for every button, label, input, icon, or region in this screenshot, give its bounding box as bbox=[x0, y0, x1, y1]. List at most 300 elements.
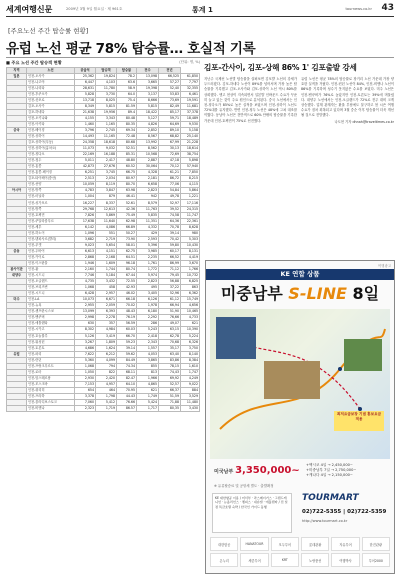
value-cell: 7,622 bbox=[75, 351, 96, 357]
route-cell: 인천-하노이 bbox=[27, 230, 75, 236]
value-cell: 2,418 bbox=[137, 333, 159, 339]
route-cell: 인천-이스탄불 bbox=[27, 260, 75, 266]
ad-photo-town bbox=[264, 361, 320, 399]
table-body bbox=[7, 73, 200, 412]
value-cell: 63,40 bbox=[159, 351, 181, 357]
value-cell: 1,744 bbox=[96, 267, 117, 273]
table-header-cell: 공급석 bbox=[75, 68, 96, 74]
route-cell: 인천-상하이(훙차오) bbox=[27, 146, 75, 152]
value-cell: 3,796 bbox=[75, 127, 96, 133]
value-cell: 70.95 bbox=[117, 387, 137, 393]
value-cell: 60,17 bbox=[159, 248, 181, 254]
ad-photo-landscape bbox=[344, 339, 382, 371]
value-cell: 6,825 bbox=[181, 279, 200, 285]
route-cell: 인천-카이로 bbox=[27, 254, 75, 260]
value-cell: 52.51 bbox=[117, 146, 137, 152]
value-cell: 7,826 bbox=[75, 212, 96, 218]
section-title: 통계 1 bbox=[192, 6, 213, 14]
site-url: tournews.co.kr bbox=[345, 7, 372, 11]
kicker: [주요노선 주간 탑승률 현황] bbox=[8, 27, 89, 35]
value-cell: 3,137 bbox=[137, 91, 159, 97]
value-cell: 66.18 bbox=[117, 297, 137, 303]
value-cell: 6,126 bbox=[137, 297, 159, 303]
value-cell: 37,378 bbox=[181, 109, 200, 115]
route-cell: 인천-두바이 bbox=[27, 248, 75, 254]
route-cell: 인천-베이징 bbox=[27, 127, 75, 133]
value-cell: 2,323 bbox=[75, 406, 96, 412]
value-cell: 2,823 bbox=[137, 279, 159, 285]
value-cell: 4,103 bbox=[96, 79, 117, 85]
value-cell: 64.10 bbox=[117, 381, 137, 387]
value-cell: 11,780 bbox=[96, 85, 117, 91]
value-cell: 621 bbox=[137, 387, 159, 393]
ad-headline-pre: 미중남부 bbox=[220, 284, 289, 303]
table-header-cell: 지역 bbox=[7, 68, 27, 74]
route-cell: 인천-마닐라 bbox=[27, 194, 75, 200]
value-cell: 822 bbox=[96, 369, 117, 375]
route-cell: 인천-시카고 bbox=[27, 327, 75, 333]
table-header-cell: 탑승률 bbox=[117, 68, 137, 74]
value-cell: 59,80 bbox=[159, 242, 181, 248]
value-cell: 75.49 bbox=[117, 212, 137, 218]
value-cell: 74,43 bbox=[159, 369, 181, 375]
value-cell: 1,946 bbox=[75, 260, 96, 266]
value-cell: 813 bbox=[137, 369, 159, 375]
value-cell: 58.9 bbox=[117, 85, 137, 91]
ad-headline-post: 8일 bbox=[346, 284, 380, 303]
value-cell: 63.98 bbox=[117, 188, 137, 194]
value-cell: 1,772 bbox=[137, 267, 159, 273]
ad-phone[interactable]: 02)722-5355 | 02)722-5359 bbox=[302, 509, 387, 515]
value-cell: 458 bbox=[96, 285, 117, 291]
region-cell: 아시아 bbox=[7, 188, 27, 194]
value-cell: 7,746 bbox=[75, 273, 96, 279]
value-cell: 59,71 bbox=[159, 115, 181, 121]
table-row bbox=[7, 85, 200, 91]
value-cell: 9,530 bbox=[181, 121, 200, 127]
value-cell: 80.35 bbox=[117, 121, 137, 127]
value-cell: 47,18 bbox=[159, 158, 181, 164]
value-cell: 1,165 bbox=[96, 121, 117, 127]
value-cell: 6,613 bbox=[75, 248, 96, 254]
ad-price-label: 미국남부 bbox=[214, 469, 236, 475]
value-cell: 3,267 bbox=[75, 339, 96, 345]
partner-logo: 대한항공 bbox=[210, 537, 238, 551]
value-cell: 5,815 bbox=[137, 103, 159, 109]
route-cell: 인천-호놀룰루 bbox=[27, 333, 75, 339]
partner-logo: 노랑풍선 bbox=[301, 553, 329, 567]
value-cell: 19,591 bbox=[181, 97, 200, 103]
value-cell: 1,609 bbox=[96, 260, 117, 266]
value-cell: 28,631 bbox=[75, 85, 96, 91]
value-cell: 82,49 bbox=[159, 103, 181, 109]
value-cell: 60.03 bbox=[117, 327, 137, 333]
boarding-table-block bbox=[6, 60, 200, 412]
value-cell: 83,86 bbox=[159, 357, 181, 363]
value-cell: 6,142 bbox=[75, 224, 96, 230]
value-cell: 5,396 bbox=[137, 242, 159, 248]
value-cell: 82.47 bbox=[117, 375, 137, 381]
route-cell: 인천-시드니 bbox=[27, 273, 75, 279]
value-cell: 7,850 bbox=[181, 170, 200, 176]
value-cell: 35,17 bbox=[159, 345, 181, 351]
value-cell: 80.97 bbox=[117, 176, 137, 182]
value-cell: 2,957 bbox=[96, 291, 117, 297]
value-cell: 5,303 bbox=[181, 236, 200, 242]
route-cell: 인천-뉴욕 bbox=[27, 303, 75, 309]
article bbox=[204, 62, 394, 125]
value-cell: 52,40 bbox=[159, 85, 181, 91]
value-cell: 79,45 bbox=[159, 273, 181, 279]
value-cell: 4,332 bbox=[137, 224, 159, 230]
value-cell: 5,835 bbox=[137, 212, 159, 218]
value-cell: 70,78 bbox=[159, 224, 181, 230]
value-cell: 6,671 bbox=[96, 297, 117, 303]
route-cell: 김포-오사카 bbox=[27, 103, 75, 109]
value-cell: 29,768 bbox=[75, 206, 96, 212]
value-cell: 8,628 bbox=[181, 224, 200, 230]
value-cell: 1,050 bbox=[75, 369, 96, 375]
value-cell: 11,351 bbox=[137, 218, 159, 224]
partner-logos bbox=[210, 537, 390, 567]
value-cell: 2,160 bbox=[75, 267, 96, 273]
value-cell: 62.75 bbox=[117, 248, 137, 254]
value-cell: 52,97 bbox=[159, 200, 181, 206]
ad-price bbox=[214, 465, 300, 476]
region-cell: 대양주 bbox=[7, 273, 27, 279]
value-cell: 3,665 bbox=[137, 79, 159, 85]
route-cell: 인천-애틀랜타 bbox=[27, 321, 75, 327]
value-cell: 2,417 bbox=[96, 158, 117, 164]
ad-extra-line: +미중남부 7일 → 2,750,000~ bbox=[306, 468, 357, 472]
value-cell: 980 bbox=[181, 230, 200, 236]
value-cell: 3,745 bbox=[96, 170, 117, 176]
ad-sticker: 최저요금보장 기념 홍보요금 적용 bbox=[334, 411, 384, 431]
value-cell: 96.18 bbox=[117, 260, 137, 266]
value-cell: 863 bbox=[181, 285, 200, 291]
value-cell: 52,57 bbox=[159, 381, 181, 387]
value-cell: 72,69 bbox=[159, 152, 181, 158]
value-cell: 4,328 bbox=[137, 170, 159, 176]
route-cell: 김포-타이베이(쑹산) bbox=[27, 176, 75, 182]
region-cell bbox=[7, 406, 27, 412]
value-cell: 4,733 bbox=[181, 315, 200, 321]
value-cell: 30,064 bbox=[137, 164, 159, 170]
article-column-2-text: 유럽 노선은 평균 78%의 탑승률로 장거리 노선 가운데 가장 양호한 실적을 거뒀다. 인천-런던 노선이 84%, 인천-비엔나 노선이 86%를 기록하며 성수기 못지않은 수요를 보였다. 미주 노선은 인천-밴쿠버가 76%로 높았지만 인천-토론토는 39%에 머물렀다. 대양주 노선에서는 인천-오클랜드가 72%로 전주 대비 크게 상승했다. 업계 관계자는 환율 부담에도 불구하고 봄 시즌 여행 수요가 점차 회복되고 있다며 3월 중순 이후 탑승률이 더욱 개선될 것으로 전망했다. bbox=[301, 77, 394, 118]
value-cell: 3,529 bbox=[181, 393, 200, 399]
value-cell: 25,362 bbox=[75, 73, 96, 79]
value-cell: 42.36 bbox=[117, 206, 137, 212]
value-cell: 14,493 bbox=[75, 133, 96, 139]
value-cell: 4,419 bbox=[181, 254, 200, 260]
value-cell: 942 bbox=[137, 194, 159, 200]
value-cell: 4,099 bbox=[96, 357, 117, 363]
ad-website-link[interactable]: http://www.tourmart.co.kr bbox=[302, 519, 348, 523]
value-cell: 56.59 bbox=[117, 321, 137, 327]
issue-date: 2009년 3월 9일 월요일 · 제 961호 bbox=[66, 7, 123, 11]
value-cell: 855 bbox=[137, 363, 159, 369]
value-cell: 80.74 bbox=[117, 267, 137, 273]
partner-logo: KRT bbox=[271, 553, 299, 567]
partner-logo: 자유투어 bbox=[331, 537, 359, 551]
value-cell: 9,032 bbox=[96, 146, 117, 152]
route-cell: 인천-오클랜드 bbox=[27, 279, 75, 285]
value-cell: 48.80 bbox=[117, 158, 137, 164]
value-cell: 2,235 bbox=[137, 254, 159, 260]
route-cell: 인천-취리히 bbox=[27, 387, 75, 393]
route-cell: 인천-방콕 bbox=[27, 206, 75, 212]
value-cell: 89,10 bbox=[159, 127, 181, 133]
value-cell: 73,69 bbox=[159, 97, 181, 103]
route-cell: 인천-파리 bbox=[27, 351, 75, 357]
ad-headline bbox=[212, 283, 388, 305]
route-cell: 인천-비엔나 bbox=[27, 406, 75, 412]
value-cell: 7,797 bbox=[181, 79, 200, 85]
partner-logo: HANATOUR bbox=[240, 537, 268, 551]
value-cell: 10,059 bbox=[75, 182, 96, 188]
route-cell: 인천-워싱턴 bbox=[27, 339, 75, 345]
value-cell: 1,719 bbox=[96, 406, 117, 412]
route-cell: 인천-세부 bbox=[27, 224, 75, 230]
value-cell: 8,119 bbox=[96, 182, 117, 188]
value-cell: 61,12 bbox=[159, 297, 181, 303]
value-cell: 76.66 bbox=[117, 400, 137, 406]
value-cell: 630 bbox=[75, 321, 96, 327]
value-cell: 49,78 bbox=[159, 194, 181, 200]
value-cell: 18,614 bbox=[181, 146, 200, 152]
route-cell: 인천-밴쿠버 bbox=[27, 315, 75, 321]
value-cell: 2,745 bbox=[96, 127, 117, 133]
table-row bbox=[7, 152, 200, 158]
value-cell: 71,88 bbox=[159, 400, 181, 406]
value-cell: 3,430 bbox=[181, 406, 200, 412]
route-cell: 인천-샌프란시스코 bbox=[27, 309, 75, 315]
value-cell: 6,461 bbox=[181, 91, 200, 97]
value-cell: 8,140 bbox=[181, 351, 200, 357]
value-cell: 64.51 bbox=[117, 254, 137, 260]
value-cell: 59.23 bbox=[117, 339, 137, 345]
table-caption: ■ 주요 노선 주간 탑승객 현황 bbox=[6, 60, 62, 65]
value-cell: 19,956 bbox=[96, 109, 117, 115]
table-unit: (단위: 명, %) bbox=[179, 60, 200, 64]
ad-brand-logo[interactable]: TOURMART bbox=[302, 493, 359, 503]
value-cell: 61,850 bbox=[181, 73, 200, 79]
value-cell: 86,72 bbox=[159, 176, 181, 182]
value-cell: 24,315 bbox=[181, 206, 200, 212]
route-cell: 인천-아키타 bbox=[27, 121, 75, 127]
value-cell: 19,824 bbox=[96, 73, 117, 79]
value-cell: 64,69 bbox=[159, 121, 181, 127]
value-cell: 51,90 bbox=[159, 309, 181, 315]
route-cell: 인천-덴파사르(발리) bbox=[27, 236, 75, 242]
value-cell: 1,749 bbox=[137, 393, 159, 399]
route-cell: 인천-토론토 bbox=[27, 345, 75, 351]
value-cell: 2,059 bbox=[96, 303, 117, 309]
value-cell: 48.43 bbox=[117, 309, 137, 315]
value-cell: 50.27 bbox=[117, 230, 137, 236]
value-cell: 80,35 bbox=[159, 406, 181, 412]
value-cell: 5,974 bbox=[137, 273, 159, 279]
value-cell: 71,12 bbox=[159, 267, 181, 273]
value-cell: 61,21 bbox=[159, 170, 181, 176]
value-cell: 4,053 bbox=[137, 351, 159, 357]
ad-tag: 여행광고 bbox=[377, 264, 391, 268]
value-cell: 32,355 bbox=[181, 85, 200, 91]
value-cell: 85,17 bbox=[159, 109, 181, 115]
value-cell: 884 bbox=[181, 387, 200, 393]
value-cell: 2,034 bbox=[96, 176, 117, 182]
divider bbox=[6, 57, 394, 58]
value-cell: 1,766 bbox=[181, 267, 200, 273]
route-cell: 인천-프라하 bbox=[27, 393, 75, 399]
route-cell: 인천-런던 bbox=[27, 357, 75, 363]
value-cell: 1,717 bbox=[137, 406, 159, 412]
region-cell: 유럽 bbox=[7, 351, 27, 357]
value-cell: 4,826 bbox=[137, 121, 159, 127]
value-cell: 5,126 bbox=[75, 333, 96, 339]
value-cell: 2,868 bbox=[75, 254, 96, 260]
value-cell: 3,378 bbox=[75, 393, 96, 399]
value-cell: 11,165 bbox=[96, 133, 117, 139]
value-cell: 9,023 bbox=[75, 242, 96, 248]
value-cell: 5,815 bbox=[96, 103, 117, 109]
article-column-1: 지난주 국제선 노선별 탑승률을 살펴보면 김포발 노선의 강세가 두드러졌다. 김포-하네다 노선이 89%를 넘어서며 가장 높은 탑승률을 기록했고 김포-오사카와 김포-상하이 노선 역시 80%를 상회했다. 엔고 현상이 지속되면서 일본발 인바운드 수요가 꾸준히 늘고 있는 것이 주요 원인으로 분석된다. 중국 노선에서는 인천-칭다오가 85%로 높은 실적을 보였으며 인천-상하이 노선도 72%대를 유지했다. 반면 인천-청두 노선은 48%에 그쳐 대조를 이뤘다. 동남아 노선은 전반적으로 60% 안팎의 탑승률을 기록한 가운데 인천-호찌민이 75%로 선전했다. bbox=[204, 77, 297, 123]
value-cell: 1,610 bbox=[181, 363, 200, 369]
value-cell: 7,060 bbox=[75, 400, 96, 406]
value-cell: 621 bbox=[181, 321, 200, 327]
value-cell: 19,398 bbox=[137, 85, 159, 91]
value-cell: 13,099 bbox=[75, 309, 96, 315]
ad-note: ※ 유류할증료 및 공항세 별도 · 출발확정 bbox=[214, 484, 274, 488]
value-cell: 69.34 bbox=[117, 127, 137, 133]
tour-advertisement[interactable] bbox=[205, 260, 395, 574]
route-cell: 인천-오사카 bbox=[27, 73, 75, 79]
value-cell: 1,068 bbox=[75, 363, 96, 369]
value-cell: 4,249 bbox=[181, 375, 200, 381]
partner-logo: 투어2000 bbox=[362, 553, 390, 567]
value-cell: 3,730 bbox=[96, 91, 117, 97]
value-cell: 5,360 bbox=[75, 357, 96, 363]
value-cell: 10,568 bbox=[137, 152, 159, 158]
route-cell: 인천-삿포로 bbox=[27, 97, 75, 103]
value-cell: 286 bbox=[137, 321, 159, 327]
value-cell: 76.19 bbox=[117, 315, 137, 321]
value-cell: 551 bbox=[96, 230, 117, 236]
value-cell: 67,99 bbox=[159, 140, 181, 146]
value-cell: 57,27 bbox=[159, 79, 181, 85]
route-cell: 김포-상하이(푸동) bbox=[27, 140, 75, 146]
table-header-cell: 탑승객 bbox=[96, 68, 117, 74]
value-cell: 3,985 bbox=[137, 248, 159, 254]
ad-photo-rocket bbox=[216, 317, 256, 359]
value-cell: 24,358 bbox=[75, 140, 96, 146]
table-header-cell: 전년 bbox=[159, 68, 181, 74]
value-cell: 4,151 bbox=[96, 248, 117, 254]
value-cell: 66.89 bbox=[117, 224, 137, 230]
value-cell: 80.70 bbox=[117, 182, 137, 188]
table-row bbox=[7, 73, 200, 79]
ad-extra-line: +멕시코 4일 → 2,450,000~ bbox=[306, 463, 353, 467]
route-cell: 인천-호찌민 bbox=[27, 212, 75, 218]
value-cell: 6,658 bbox=[137, 182, 159, 188]
value-cell: 6,180 bbox=[137, 309, 159, 315]
ad-headline-sline: S-LINE bbox=[288, 284, 347, 303]
value-cell: 18,489 bbox=[181, 115, 200, 121]
value-cell: 1,761 bbox=[137, 260, 159, 266]
value-cell: 1,557 bbox=[137, 345, 159, 351]
value-cell: 4,086 bbox=[96, 224, 117, 230]
value-cell: 5,243 bbox=[137, 327, 159, 333]
partner-logo: 모두투어 bbox=[271, 537, 299, 551]
value-cell: 38,754 bbox=[181, 152, 200, 158]
value-cell: 8,349 bbox=[75, 103, 96, 109]
value-cell: 18,618 bbox=[96, 140, 117, 146]
value-cell: 654 bbox=[75, 387, 96, 393]
value-cell: 2,955 bbox=[75, 303, 96, 309]
headline: 유럽 노선 평균 78% 탑승률… 호실적 기록 bbox=[6, 41, 256, 57]
value-cell: 18,422 bbox=[137, 109, 159, 115]
value-cell: 17,116 bbox=[181, 200, 200, 206]
value-cell: 8,302 bbox=[75, 327, 96, 333]
value-cell: 6,428 bbox=[75, 291, 96, 297]
table-header-cell: 전주 bbox=[137, 68, 159, 74]
value-cell: 16,188 bbox=[96, 152, 117, 158]
value-cell: 5,011 bbox=[75, 158, 96, 164]
value-cell: 10,465 bbox=[181, 309, 200, 315]
value-cell: 42,873 bbox=[75, 164, 96, 170]
value-cell: 44.43 bbox=[117, 393, 137, 399]
page-number: 43 bbox=[381, 3, 394, 13]
route-cell: 인천-나고야 bbox=[27, 79, 75, 85]
value-cell: 74.34 bbox=[117, 363, 137, 369]
value-cell: 1,809 bbox=[96, 339, 117, 345]
table-row bbox=[7, 206, 200, 212]
value-cell: 17,638 bbox=[75, 218, 96, 224]
value-cell: 63,15 bbox=[159, 327, 181, 333]
value-cell: 4,865 bbox=[137, 381, 159, 387]
ad-extra-line: +캐나다 4일 → 2,150,000~ bbox=[306, 473, 353, 477]
value-cell: 2,887 bbox=[137, 158, 159, 164]
route-cell: 인천-방콕 bbox=[27, 188, 75, 194]
value-cell: 85.31 bbox=[117, 152, 137, 158]
value-cell: 78.2 bbox=[117, 73, 137, 79]
value-cell: 1,460 bbox=[75, 121, 96, 127]
value-cell: 75.4 bbox=[117, 97, 137, 103]
article-columns bbox=[204, 77, 394, 125]
value-cell: 5,869 bbox=[96, 212, 117, 218]
table-row bbox=[7, 109, 200, 115]
value-cell: 67.44 bbox=[117, 273, 137, 279]
value-cell: 52,96 bbox=[159, 291, 181, 297]
value-cell: 81.59 bbox=[117, 103, 137, 109]
route-cell: 인천-모스크바 bbox=[27, 381, 75, 387]
route-cell: 인천-로마 bbox=[27, 369, 75, 375]
value-cell: 56,88 bbox=[159, 279, 181, 285]
value-cell: 2,343 bbox=[137, 339, 159, 345]
value-cell: 13,718 bbox=[75, 97, 96, 103]
value-cell: 16,227 bbox=[75, 200, 96, 206]
value-cell: 10,430 bbox=[181, 242, 200, 248]
value-cell: 10,732 bbox=[181, 273, 200, 279]
value-cell: 3,432 bbox=[96, 279, 117, 285]
value-cell: 464 bbox=[96, 387, 117, 393]
value-cell: 1,004 bbox=[75, 194, 96, 200]
route-cell: 인천-홍콩 bbox=[27, 164, 75, 170]
value-cell: 46.41 bbox=[117, 194, 137, 200]
value-cell: 11,073 bbox=[75, 146, 96, 152]
value-cell: 69,92 bbox=[159, 375, 181, 381]
value-cell: 84.49 bbox=[117, 357, 137, 363]
